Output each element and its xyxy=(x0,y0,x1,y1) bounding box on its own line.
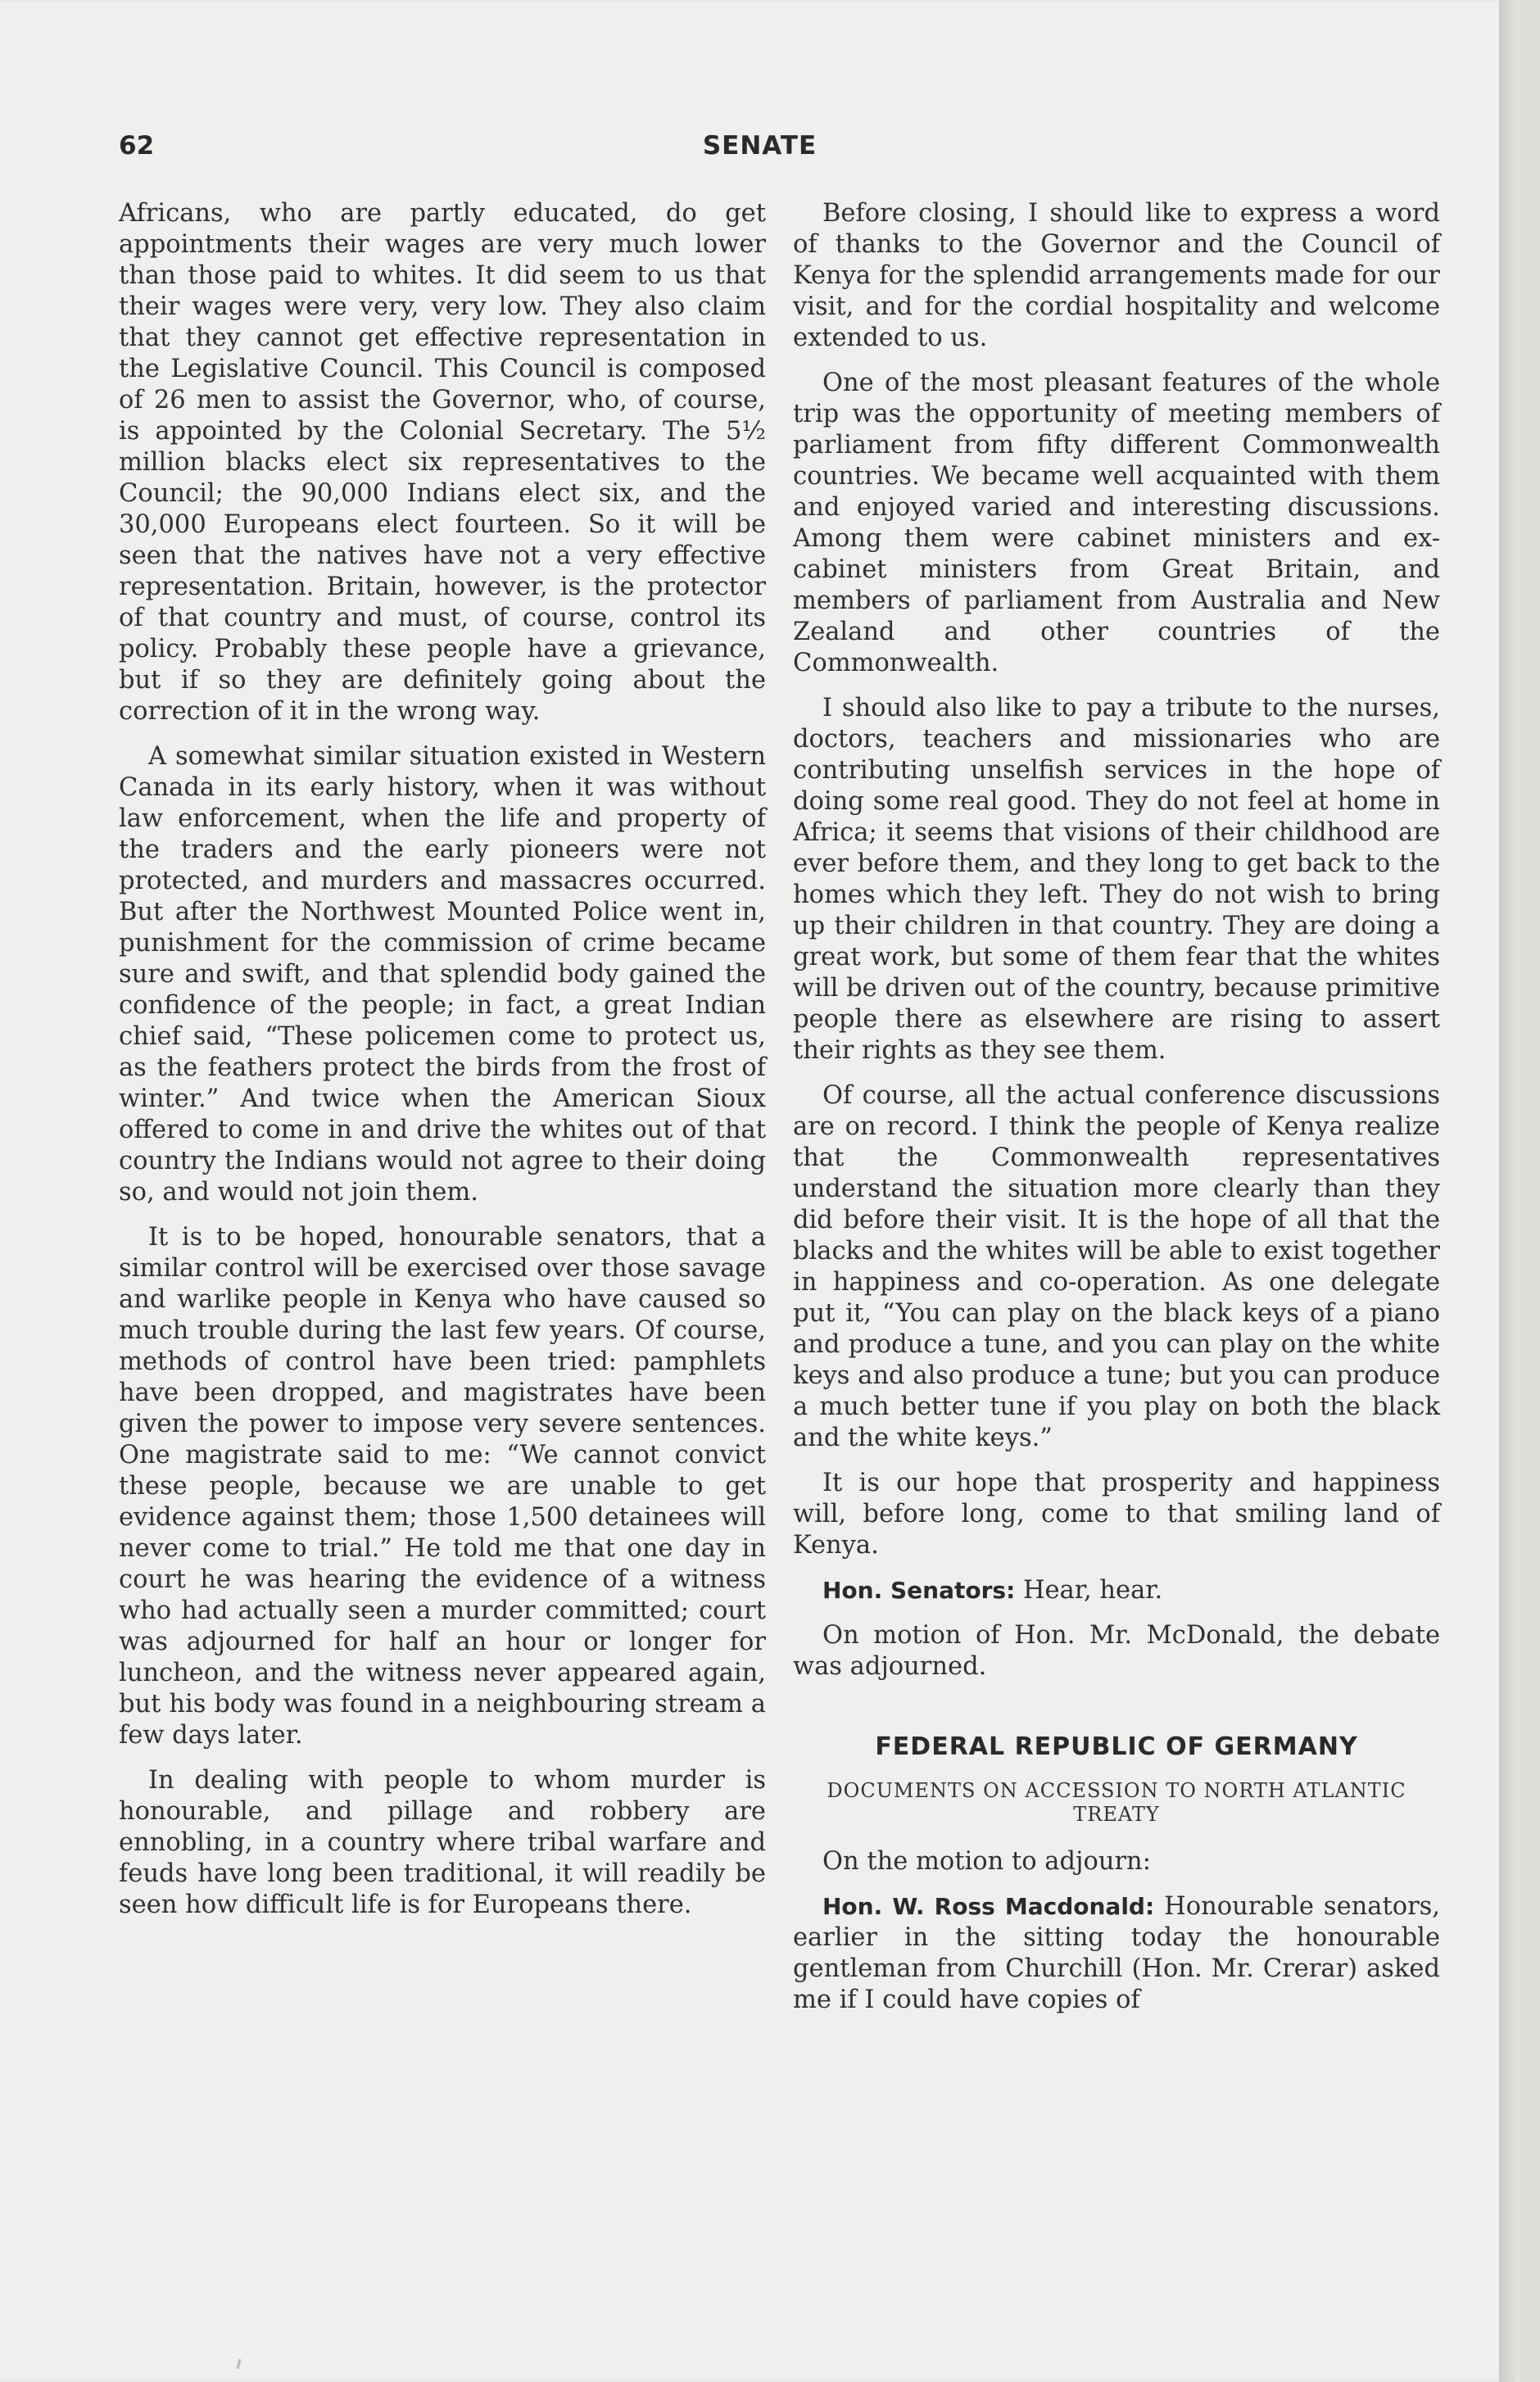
running-title: SENATE xyxy=(702,131,818,161)
page-number: 62 xyxy=(119,131,155,161)
speaker-name: Hon. Senators: xyxy=(822,1577,1016,1604)
left-column xyxy=(119,198,766,1935)
paragraph: Before closing, I should like to express a word of thanks to the Governor and the Council of Kenya for the splendid arrangements made for our visit, and for the cordial hospitality and welcome extended to us. xyxy=(793,199,1440,352)
running-head xyxy=(0,131,1520,172)
page-edge xyxy=(1499,0,1520,2382)
interjection xyxy=(793,1575,1440,1606)
section-heading: FEDERAL REPUBLIC OF GERMANY xyxy=(875,1732,1358,1761)
paragraph: It is to be hoped, honourable senators, that a similar control will be exercised over those savage and warlike people in Kenya who have caused so much trouble during the last few years. Of course, methods of control have been tried: pamphlets have been dropped, and magistrates have been given the power to impose very severe sentences. One magistrate said to me: “We cannot convict these people, because we are unable to get evidence against them; those 1,500 detainees will never come to trial.” He told me that one day in court he was hearing the evidence of a witness who had actually seen a murder committed; court was adjourned for half an hour or longer for luncheon, and the witness never appeared again, but his body was found in a neighbouring stream a few days later. xyxy=(119,1223,766,1750)
paragraph: A somewhat similar situation existed in Western Canada in its early history, when it was without law enforcement, when the life and property of the traders and the early pioneers were not protected, and murders and massacres occurred. But after the Northwest Mounted Police went in, punishment for the commission of crime became sure and swift, and that splendid body gained the confidence of the people; in fact, a great Indian chief said, “These policemen come to protect us, as the feathers protect the birds from the frost of winter.” And twice when the American Sioux offered to come in and drive the whites out of that country the Indians would not agree to their doing so, and would not join them. xyxy=(119,742,766,1207)
speech xyxy=(793,1891,1440,2016)
paragraph: In dealing with people to whom murder is honourable, and pillage and robbery are ennobling, in a country where tribal warfare and feuds have long been traditional, it will readily be seen how difficult life is for Europeans there. xyxy=(119,1766,766,1919)
paragraph: One of the most pleasant features of the whole trip was the opportunity of meeting members of parliament from fifty different Commonwealth countries. We became well acquainted with them and enjoyed varied and interesting discussions. Among them were cabinet ministers and ex-cabinet ministers from Great Britain, and members of parliament from Australia and New Zealand and other countries of the Commonwealth. xyxy=(793,369,1440,677)
paper-fleck xyxy=(236,2359,241,2369)
interjection-text: Hear, hear. xyxy=(1015,1576,1163,1605)
right-column xyxy=(793,198,1440,2030)
speech-text: Honourable senators, earlier in the sitting today the honourable gentleman from Churchill (Hon. Mr. Crerar) asked me if I could have copies of xyxy=(793,1892,1440,2014)
motion-text: On motion of Hon. Mr. McDonald, the debate was adjourned. xyxy=(793,1621,1440,1681)
speaker-name: Hon. W. Ross Macdonald: xyxy=(822,1893,1155,1920)
paragraph: Africans, who are partly educated, do get appointments their wages are very much lower than those paid to whites. It did seem to us that their wages were very, very low. They also claim that they cannot get effective representation in the Legislative Council. This Council is composed of 26 men to assist the Governor, who, of course, is appointed by the Colonial Secretary. The 5½ million blacks elect six representatives to the Council; the 90,000 Indians elect six, and the 30,000 Europeans elect fourteen. So it will be seen that the natives have not a very effective representation. Britain, however, is the protector of that country and must, of course, control its policy. Probably these people have a grievance, but if so they are definitely going about the correction of it in the wrong way. xyxy=(119,199,766,726)
paragraph: It is our hope that prosperity and happiness will, before long, come to that smiling land of Kenya. xyxy=(793,1469,1440,1560)
section-subheading: DOCUMENTS ON ACCESSION TO NORTH ATLANTIC TREATY xyxy=(827,1779,1406,1826)
paragraph: I should also like to pay a tribute to the nurses, doctors, teachers and missionaries who are contributing unselfish services in the hope of doing some real good. They do not feel at home in Africa; it seems that visions of their childhood are ever before them, and they long to get back to the homes which they left. They do not wish to bring up their children in that country. They are doing a great work, but some of them fear that the whites will be driven out of the country, because primitive people there as elsewhere are rising to assert their rights as they see them. xyxy=(793,694,1440,1065)
motion-text: On the motion to adjourn: xyxy=(822,1847,1151,1876)
paragraph: Of course, all the actual conference discussions are on record. I think the people of Kenya realize that the Commonwealth representatives understand the situation more clearly than they did before their visit. It is the hope of all that the blacks and the whites will be able to exist together in happiness and co-operation. As one delegate put it, “You can play on the black keys of a piano and produce a tune, and you can play on the white keys and also produce a tune; but you can produce a much better tune if you play on both the black and the white keys.” xyxy=(793,1081,1440,1452)
